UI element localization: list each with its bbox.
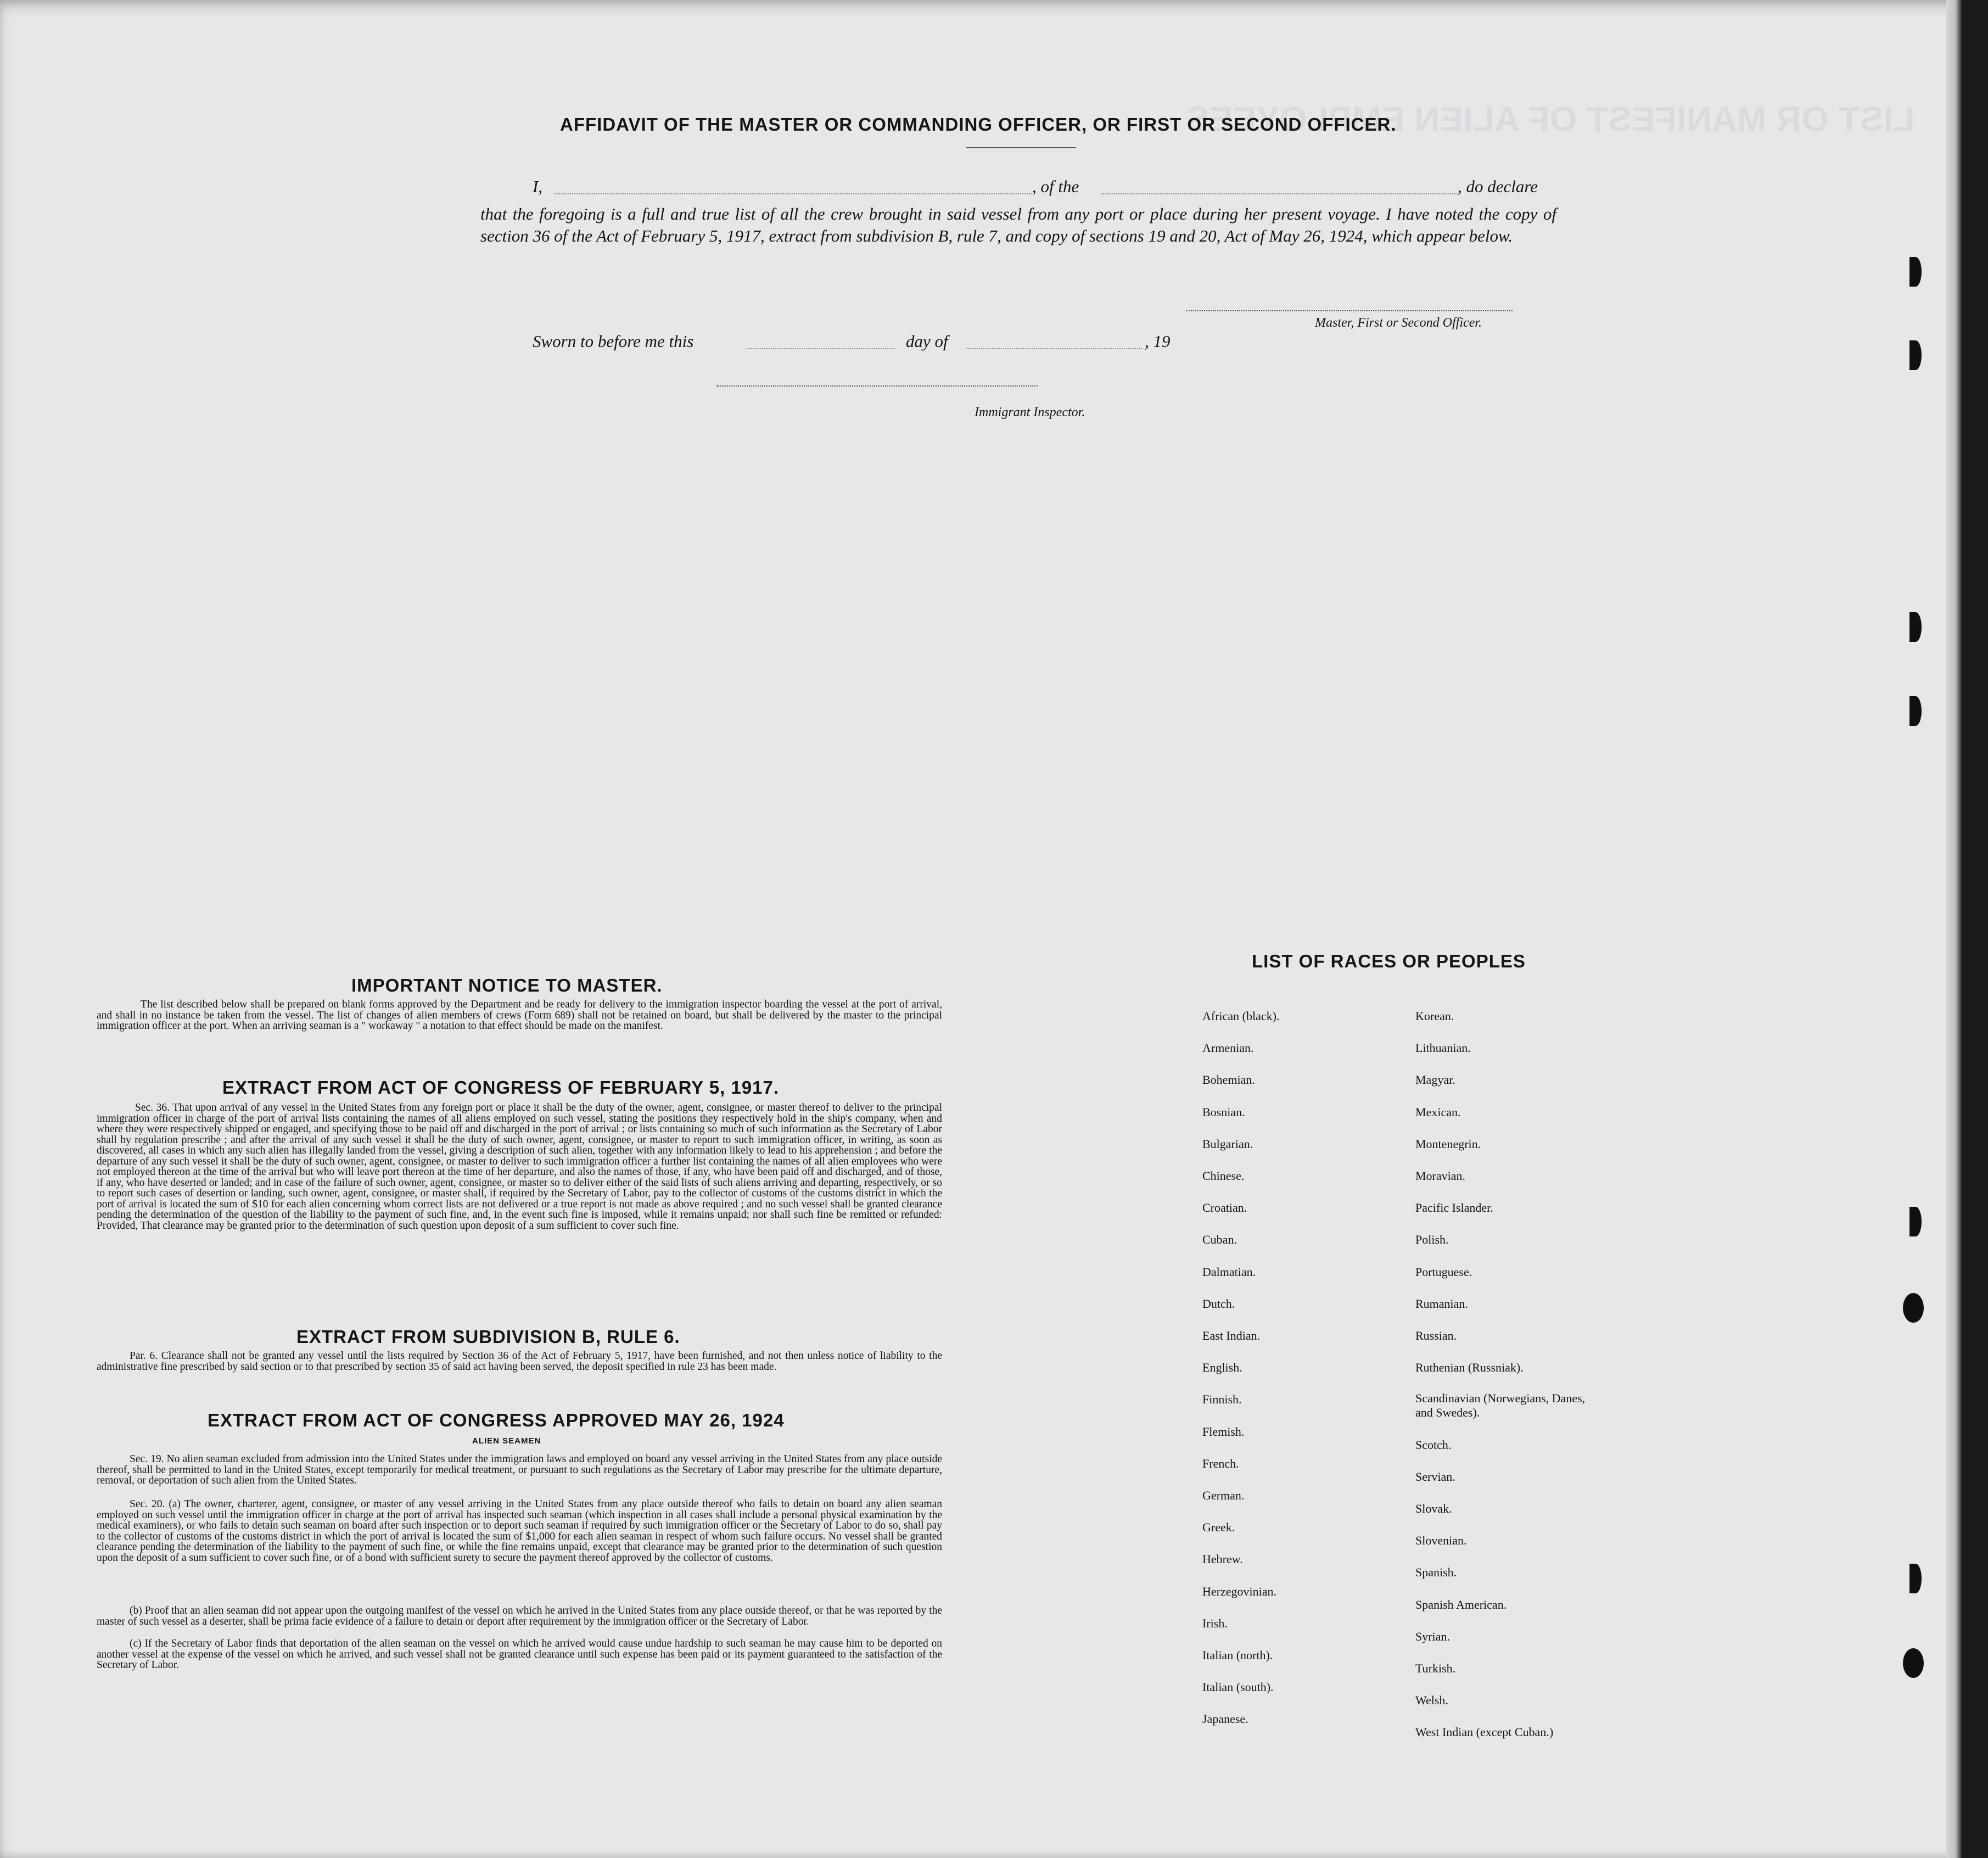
race-item: African (black). <box>1202 1009 1280 1023</box>
race-item: Polish. <box>1415 1233 1449 1247</box>
race-item: Scotch. <box>1415 1437 1452 1452</box>
race-item: Montenegrin. <box>1415 1137 1481 1151</box>
binder-hole <box>1909 1207 1922 1236</box>
race-item: English. <box>1202 1361 1242 1375</box>
sec20a-body: Sec. 20. (a) The owner, charterer, agent, consignee, or master of any vessel arriving in the United States from any place outside thereof who fails to detain on board any alien seaman employed on such vessel until the immigration officer in charge at the port of arrival has inspected such seaman (which inspection in all cases shall include a personal physical examination by the medical examiners), or who fails to detain such seaman on board after such inspection or to deport such seaman if required by such immigration officer or the Secretary of Labor to do so, shall pay to the collector of customs of the customs district in which the port of arrival is located the sum of $1,000 for each alien seaman in respect of whom such failure occurs. No vessel shall be granted clearance pending the determination of the liability to the payment of such fine, or while the fine remains unpaid, except that clearance may be granted prior to the determination of such question upon the deposit of a sum sufficient to cover such fine, or of a bond with sufficient surety to secure the payment thereof approved by the collector of customs. <box>97 1498 942 1564</box>
race-item: Moravian. <box>1415 1169 1466 1183</box>
race-item: Portuguese. <box>1415 1264 1472 1279</box>
race-item: Magyar. <box>1415 1073 1455 1087</box>
race-item: Pacific Islander. <box>1415 1201 1493 1215</box>
extract-rule6-title: EXTRACT FROM SUBDIVISION B, RULE 6. <box>296 1327 680 1347</box>
race-item: Armenian. <box>1202 1041 1254 1055</box>
races-title: LIST OF RACES OR PEOPLES <box>1252 951 1526 971</box>
race-item: Russian. <box>1415 1329 1457 1342</box>
binder-hole <box>1903 1648 1924 1678</box>
race-item: Chinese. <box>1202 1169 1245 1183</box>
name-blank[interactable] <box>555 193 1032 194</box>
extract-rule6-body: Par. 6. Clearance shall not be granted any vessel until the lists required by Section 36 of the Act of February 5, 1917, have been furnished, and not then unless notice of liability to the administrative fine prescribed by said section or to that prescribed by section 35 of said act having been served, the deposit specified in rule 23 has been made. <box>97 1350 942 1373</box>
race-item: French. <box>1202 1456 1239 1470</box>
race-item: Cuban. <box>1202 1233 1237 1247</box>
race-item: Bulgarian. <box>1202 1137 1253 1151</box>
extract-1917-title: EXTRACT FROM ACT OF CONGRESS OF FEBRUARY 5, 1917. <box>222 1077 780 1098</box>
binder-hole <box>1903 1293 1924 1323</box>
race-item: Croatian. <box>1202 1201 1247 1215</box>
race-item: Slovak. <box>1415 1502 1452 1515</box>
sworn-prefix: Sworn to before me this <box>533 332 694 351</box>
sec20b-body: (b) Proof that an alien seaman did not appear upon the outgoing manifest of the vessel on which he arrived in the United States from any place outside thereof, or that he was reported by the master of such vessel as a deserter, shall be prima facie evidence of a failure to detain or deport after requirement by the immigration officer or the Secretary of Labor. <box>97 1605 942 1627</box>
race-item: West Indian (except Cuban.) <box>1415 1725 1554 1739</box>
sworn-day-blank[interactable] <box>747 348 895 349</box>
race-item: German. <box>1202 1488 1245 1502</box>
sworn-year: , 19 <box>1145 332 1171 351</box>
affidavit-i-label: I, <box>533 177 543 196</box>
binder-hole <box>1909 696 1922 726</box>
race-item: Herzegovinian. <box>1202 1584 1276 1598</box>
race-item: Lithuanian. <box>1415 1041 1471 1055</box>
race-item: Mexican. <box>1415 1105 1461 1119</box>
affidavit-title: AFFIDAVIT OF THE MASTER OR COMMANDING OFFICER, OR FIRST OR SECOND OFFICER. <box>560 114 1397 135</box>
alien-seamen-subtitle: ALIEN SEAMEN <box>472 1436 541 1446</box>
notice-body: The list described below shall be prepared on blank forms approved by the Department and be ready for delivery to the immigration inspector boarding the vessel at the port of arrival, and shall in no instance be taken from the vessel. The list of changes of alien members of crews (Form 689) shall not be retained on board, but shall be delivered by the master to the principal immigration officer at the port. When an arriving seaman is a " workaway " a notation to that effect should be made on the manifest. <box>97 999 942 1032</box>
race-item: Turkish. <box>1415 1661 1456 1675</box>
race-item: Servian. <box>1415 1469 1455 1484</box>
page-edge <box>1946 0 1962 1858</box>
sworn-day-of: day of <box>906 332 948 351</box>
race-item: Welsh. <box>1415 1693 1448 1708</box>
binder-hole <box>1909 1564 1922 1593</box>
bleed-through-text: LIST OR MANIFEST OF ALIEN EMPLOYEES <box>1186 99 1915 139</box>
master-signature-caption: Master, First or Second Officer. <box>1315 316 1482 330</box>
race-item: Spanish American. <box>1415 1597 1507 1611</box>
race-item: East Indian. <box>1202 1329 1261 1342</box>
sec20c-body: (c) If the Secretary of Labor finds that deportation of the alien seaman on the vessel on which he arrived would cause undue hardship to such seaman he may cause him to be deported on another vessel at the expense of the vessel on which he arrived, and such vessel shall not be granted clearance until such expense has been paid or its payment guaranteed to the satisfaction of the Secretary of Labor. <box>97 1638 942 1671</box>
race-item: Italian (south). <box>1202 1680 1274 1694</box>
race-item: Dalmatian. <box>1202 1264 1256 1279</box>
race-item: Scandinavian (Norwegians, Danes, and Swedes). <box>1415 1391 1586 1420</box>
sworn-month-blank[interactable] <box>966 348 1142 349</box>
affidavit-declare-label: , do declare <box>1458 177 1538 196</box>
race-item: Ruthenian (Russniak). <box>1415 1361 1524 1375</box>
race-item: Irish. <box>1202 1616 1228 1630</box>
title-underline <box>966 147 1076 148</box>
inspector-signature-line[interactable] <box>716 385 1038 387</box>
race-item: Slovenian. <box>1415 1534 1467 1548</box>
binder-hole <box>1909 340 1922 370</box>
notice-title: IMPORTANT NOTICE TO MASTER. <box>351 975 663 995</box>
race-item: Greek. <box>1202 1520 1235 1535</box>
race-item: Bohemian. <box>1202 1073 1255 1087</box>
extract-1917-body: Sec. 36. That upon arrival of any vessel in the United States from any foreign port or place it shall be the duty of the owner, agent, consignee, or master thereof to deliver to the principal immigration officer in charge of the port of arrival lists containing the names of all aliens employed on such vessel, stating the positions they respectively hold in the ship's company, when and where they were respectively shipped or engaged, and specifying those to be paid off and discharged in the port of arrival ; or lists containing so much of such information as the Secretary of Labor shall by regulation prescribe ; and after the arrival of any such vessel it shall be the duty of such owner, agent, consignee, or master to report to such immigration officer, in writing, as soon as discovered, all cases in which any such alien has illegally landed from the vessel, giving a description of such alien, together with any information likely to lead to his apprehension ; and before the departure of any such vessel it shall be the duty of such owner, agent, consignee, or master to deliver to such immigration officer a further list containing the names of all alien employees who were not employed thereon at the time of the arrival but who will leave port thereon at the time of her departure, and also the names of those, if any, who have been paid off and discharged, and of those, if any, who have deserted or landed; and in case of the failure of such owner, agent, consignee, or master so to deliver either of the said lists of such aliens arriving and departing, respectively, or so to report such cases of desertion or landing, such owner, agent, consignee, or master shall, if required by the Secretary of Labor, pay to the collector of customs of the customs district in which the port of arrival is located the sum of $10 for each alien concerning whom correct lists are not delivered or a true report is not made as above required ; and no such vessel shall be granted clearance pending the determination of the question of the liability to the payment of such fine, and, in the event such fine is imposed, while it remains unpaid; nor shall such fine be remitted or refunded: Provided, That clearance may be granted prior to the determination of such question upon deposit of a sum sufficient to cover such fine. <box>97 1102 942 1232</box>
race-item: Japanese. <box>1202 1712 1248 1726</box>
race-item: Spanish. <box>1415 1565 1457 1580</box>
race-item: Hebrew. <box>1202 1552 1243 1566</box>
sec19-body: Sec. 19. No alien seaman excluded from admission into the United States under the immigration laws and employed on board any vessel arriving in the United States from any place outside thereof, shall be permitted to land in the United States, except temporarily for medical treatment, or pursuant to such regulations as the Secretary of Labor may prescribe for the ultimate departure, removal, or deportation of such alien from the United States. <box>97 1453 942 1486</box>
extract-1924-title: EXTRACT FROM ACT OF CONGRESS APPROVED MAY 26, 1924 <box>208 1410 785 1430</box>
race-item: Flemish. <box>1202 1424 1245 1439</box>
binder-hole <box>1909 257 1922 287</box>
vessel-blank[interactable] <box>1101 193 1458 194</box>
race-item: Bosnian. <box>1202 1105 1245 1119</box>
race-item: Syrian. <box>1415 1629 1450 1643</box>
race-item: Korean. <box>1415 1009 1454 1023</box>
race-item: Finnish. <box>1202 1392 1242 1407</box>
inspector-caption: Immigrant Inspector. <box>975 405 1085 419</box>
race-item: Rumanian. <box>1415 1296 1468 1311</box>
master-signature-line[interactable] <box>1186 310 1513 311</box>
affidavit-body: that the foregoing is a full and true list of all the crew brought in said vessel from any port or place during her present voyage. I have noted the copy of section 36 of the Act of February 5, 1917, extract from subdivision B, rule 7, and copy of sections 19 and 20, Act of May 26, 1924, which appear below. <box>480 204 1556 245</box>
race-item: Dutch. <box>1202 1296 1235 1311</box>
affidavit-of-the-label: , of the <box>1032 177 1079 196</box>
binder-hole <box>1909 612 1922 642</box>
race-item: Italian (north). <box>1202 1648 1273 1662</box>
